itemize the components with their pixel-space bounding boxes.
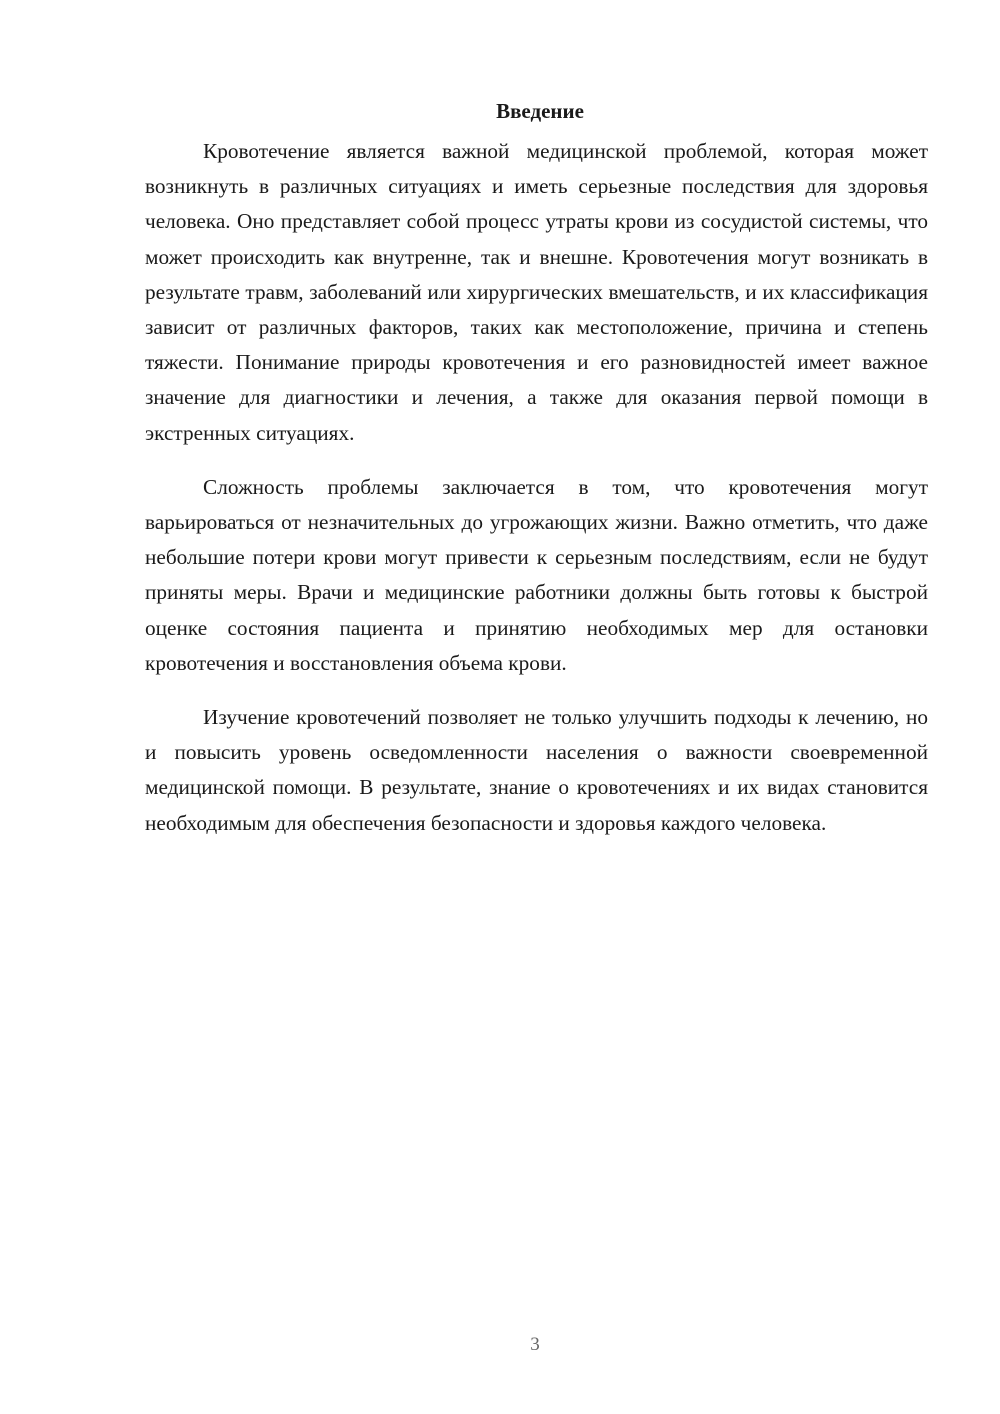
paragraph-2: Сложность проблемы заключается в том, что кровотечения могут варьироваться от незначительных до угрожающих жизни. Важно отметить, что даже небольшие потери крови могут привести к серьезным последствиям, если не будут приняты меры. Врачи и медицинские работники должны быть готовы к быстрой оценке состояния пациента и принятию необходимых мер для остановки кровотечения и восстановления объема крови. bbox=[145, 474, 928, 675]
page-content bbox=[145, 94, 928, 860]
paragraph-3: Изучение кровотечений позволяет не только улучшить подходы к лечению, но и повысить уровень осведомленности населения о важности своевременной медицинской помощи. В результате, знание о кровотечениях и их видах становится необходимым для обеспечения безопасности и здоровья каждого человека. bbox=[145, 705, 928, 835]
paragraph-1: Кровотечение является важной медицинской проблемой, которая может возникнуть в различных ситуациях и иметь серьезные последствия для здоровья человека. Оно представляет собой процесс утраты крови из сосудистой системы, что может происходить как внутренне, так и внешне. Кровотечения могут возникать в результате травм, заболеваний или хирургических вмешательств, и их классификация зависит от различных факторов, таких как местоположение, причина и степень тяжести. Понимание природы кровотечения и его разновидностей имеет важное значение для диагностики и лечения, а также для оказания первой помощи в экстренных ситуациях. bbox=[145, 139, 928, 445]
section-heading: Введение bbox=[496, 99, 584, 123]
page-number: 3 bbox=[530, 1334, 540, 1355]
